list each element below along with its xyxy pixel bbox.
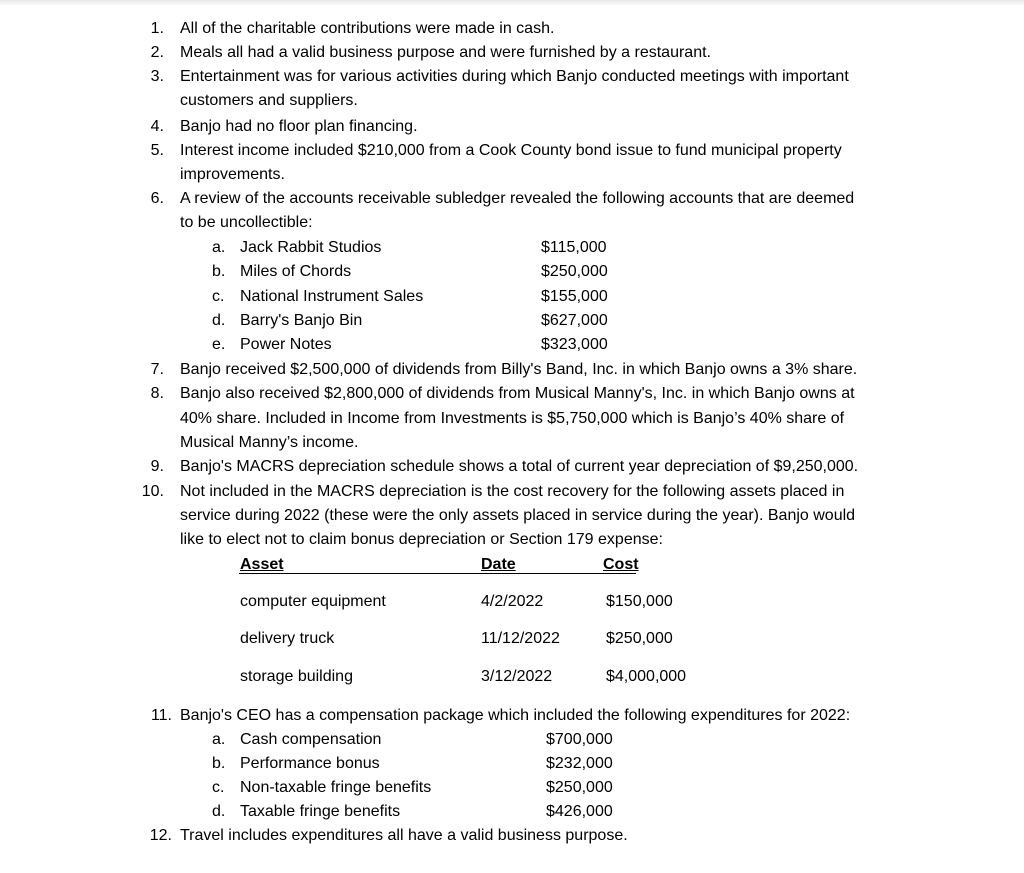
comp-amount: $250,000 [546, 779, 613, 796]
sub-letter: a. [212, 239, 226, 256]
item-number: 7. [150, 361, 164, 378]
item-number: 9. [150, 458, 164, 475]
table-cell-date: 11/12/2022 [481, 630, 560, 647]
item-number: 1. [150, 20, 164, 37]
item-text: A review of the accounts receivable subledger revealed the following accounts that are deemed [180, 190, 855, 207]
sub-letter: b. [212, 263, 226, 280]
table-cell-cost: $4,000,000 [606, 668, 687, 685]
comp-amount: $426,000 [546, 803, 613, 820]
item-text: Banjo received $2,500,000 of dividends from Billy's Band, Inc. in which Banjo owns a 3% share. [180, 361, 858, 378]
account-amount: $250,000 [541, 263, 608, 280]
item-text: 40% share. Included in Income from Investments is $5,750,000 which is Banjo’s 40% share of [180, 410, 845, 427]
comp-name: Performance bonus [240, 755, 380, 772]
sub-letter: c. [212, 779, 225, 796]
top-edge-shadow [0, 0, 1024, 6]
sub-letter: c. [212, 288, 225, 305]
sub-letter: e. [212, 336, 226, 353]
item-text: service during 2022 (these were the only assets placed in service during the year). Banjo would [180, 507, 856, 524]
item-number: 6. [150, 190, 164, 207]
item-text: Not included in the MACRS depreciation is the cost recovery for the following assets placed in [180, 483, 845, 500]
sub-letter: b. [212, 755, 226, 772]
item-text: Banjo had no floor plan financing. [180, 118, 418, 135]
table-header-asset: Asset [240, 556, 284, 573]
item-text: to be uncollectible: [180, 214, 313, 231]
comp-name: Taxable fringe benefits [240, 803, 401, 820]
account-name: Jack Rabbit Studios [240, 239, 382, 256]
account-name: National Instrument Sales [240, 288, 424, 305]
table-cell-asset: delivery truck [240, 630, 335, 647]
item-text: customers and suppliers. [180, 92, 358, 109]
comp-amount: $232,000 [546, 755, 613, 772]
item-text: Meals all had a valid business purpose and were furnished by a restaurant. [180, 44, 711, 61]
item-text: Musical Manny’s income. [180, 434, 359, 451]
item-text: Entertainment was for various activities during which Banjo conducted meetings with important [180, 68, 849, 85]
table-header-cost: Cost [603, 556, 639, 573]
account-amount: $115,000 [541, 239, 607, 256]
item-text: Interest income included $210,000 from a Cook County bond issue to fund municipal property [180, 142, 842, 159]
item-text: Travel includes expenditures all have a valid business purpose. [180, 827, 628, 844]
account-amount: $155,000 [541, 288, 608, 305]
table-cell-cost: $150,000 [606, 593, 673, 610]
account-name: Barry's Banjo Bin [240, 312, 363, 329]
table-cell-cost: $250,000 [606, 630, 673, 647]
item-number: 10. [141, 483, 164, 500]
item-number: 4. [150, 118, 164, 135]
table-cell-asset: storage building [240, 668, 353, 685]
item-text: improvements. [180, 166, 285, 183]
item-number: 11. [150, 707, 172, 724]
item-text: Banjo's CEO has a compensation package which included the following expenditures for 2022: [180, 707, 851, 724]
account-name: Power Notes [240, 336, 332, 353]
item-text: Banjo's MACRS depreciation schedule shows a total of current year depreciation of $9,250,000. [180, 458, 859, 475]
account-name: Miles of Chords [240, 263, 352, 280]
item-number: 2. [150, 44, 164, 61]
table-cell-date: 4/2/2022 [481, 593, 544, 610]
sub-letter: a. [212, 731, 226, 748]
item-number: 12. [149, 827, 172, 844]
comp-name: Non-taxable fringe benefits [240, 779, 432, 796]
sub-letter: d. [212, 312, 226, 329]
item-number: 5. [150, 142, 164, 159]
item-number: 3. [150, 68, 164, 85]
account-amount: $323,000 [541, 336, 608, 353]
comp-name: Cash compensation [240, 731, 382, 748]
account-amount: $627,000 [541, 312, 608, 329]
item-number: 8. [150, 385, 164, 402]
table-header-date: Date [481, 556, 516, 573]
table-cell-date: 3/12/2022 [481, 668, 553, 685]
table-cell-asset: computer equipment [240, 593, 386, 610]
sub-letter: d. [212, 803, 226, 820]
item-text: like to elect not to claim bonus depreciation or Section 179 expense: [180, 531, 663, 548]
comp-amount: $700,000 [546, 731, 613, 748]
item-text: Banjo also received $2,800,000 of dividends from Musical Manny's, Inc. in which Banjo owns at [180, 385, 855, 402]
table-header-rule [239, 573, 636, 574]
item-text: All of the charitable contributions were made in cash. [180, 20, 555, 37]
